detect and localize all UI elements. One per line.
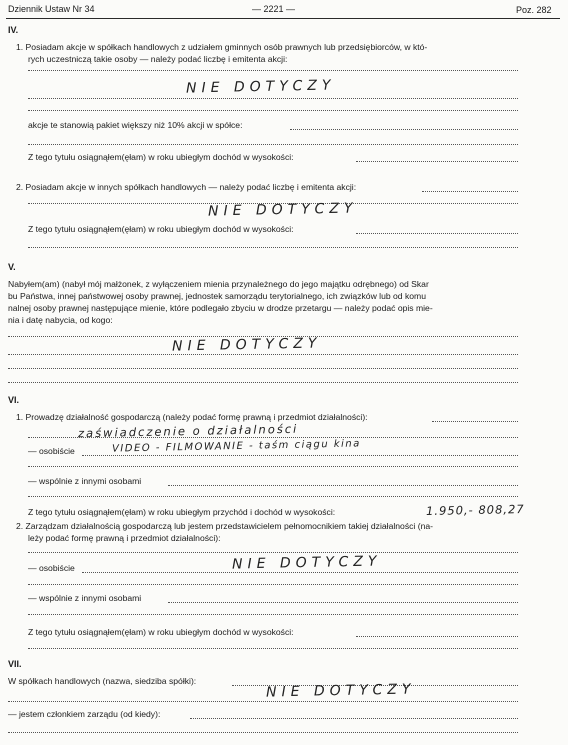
section-4-title: IV. [8,25,19,35]
section-7-board-member: — jestem członkiem zarządu (od kiedy): [8,709,161,719]
fill-line [8,368,518,369]
section-4-item-2-income: Z tego tytułu osiągnąłem(ęłam) w roku ubiegłym dochód w wysokości: [28,224,294,234]
section-4-item-1-line-1: 1. Posiadam akcje w spółkach handlowych z udziałem gminnych osób prawnych lub przedsiębiorców, w któ- [16,42,428,52]
handwritten-answer: NIE DOTYCZY [207,200,358,220]
section-6-item-2-jointly: — wspólnie z innymi osobami [28,593,142,603]
fill-line [8,382,518,383]
section-5-title: V. [8,262,16,272]
section-6-title: VI. [8,395,20,405]
section-4-item-2-line-1: 2. Posiadam akcje w innych spółkach handlowych — należy podać liczbę i emitenta akcji: [16,182,357,192]
handwritten-answer: NIE DOTYCZY [171,335,322,355]
section-6-item-2-personal: — osobiście [28,563,75,573]
handwritten-answer: NIE DOTYCZY [185,77,336,97]
section-5-line-2: bu Państwa, innej państwowej osoby prawnej, jednostek samorządu terytorialnego, ich związków lub od komu [8,291,426,301]
fill-line [28,98,518,99]
fill-line [422,191,518,192]
fill-line [190,718,518,719]
header-rule [6,18,560,19]
handwritten-answer: NIE DOTYCZY [265,681,416,701]
fill-line [82,572,518,573]
fill-line [28,496,518,497]
fill-line [82,455,518,456]
fill-line [8,354,518,355]
fill-line [28,584,518,585]
section-6-item-1-personal: — osobiście [28,446,75,456]
section-6-item-2-income: Z tego tytułu osiągnąłem(ęłam) w roku ubiegłym dochód w wysokości: [28,627,294,637]
section-5-line-4: nia i datę nabycia, od kogo: [8,315,113,325]
fill-line [28,70,518,71]
section-6-item-1-jointly: — wspólnie z innymi osobami [28,476,142,486]
fill-line [28,648,518,649]
fill-line [28,144,518,145]
fill-line [28,614,518,615]
page-number: — 2221 — [252,4,296,14]
section-6-item-1-income: Z tego tytułu osiągnąłem(ęłam) w roku ubiegłym przychód i dochód w wysokości: [28,507,336,517]
section-7-title: VII. [8,659,22,669]
section-4-item-1-income: Z tego tytułu osiągnąłem(ęłam) w roku ubiegłym dochód w wysokości: [28,152,294,162]
fill-line [28,552,518,553]
section-6-item-2-line-1: 2. Zarządzam działalnością gospodarczą lub jestem przedstawicielem pełnomocnikiem takiej działalności (na- [16,521,433,531]
handwritten-amount: 1.950,- 808,27 [425,501,525,519]
handwritten-answer: zaświadczenie o działalności [77,421,299,441]
fill-line [28,466,518,467]
position-number: Poz. 282 [516,5,552,15]
fill-line [168,602,518,603]
fill-line [290,129,518,130]
handwritten-answer: NIE DOTYCZY [231,553,382,573]
section-5-line-3: nalnej osoby prawnej następujące mienie, które podlegało zbyciu w drodze przetargu — należy podać opis mie- [8,303,433,313]
fill-line [28,247,518,248]
fill-line [28,437,518,438]
section-4-package-label: akcje te stanowią pakiet większy niż 10% akcji w spółce: [28,120,243,130]
fill-line [28,110,518,111]
section-5-line-1: Nabyłem(am) (nabył mój małżonek, z wyłączeniem mienia przynależnego do jego majątku odrębnego) od Skar [8,279,429,289]
fill-line [356,636,518,637]
fill-line [432,421,518,422]
section-7-line-1: W spółkach handlowych (nazwa, siedziba spółki): [8,676,197,686]
fill-line [356,161,518,162]
journal-title: Dziennik Ustaw Nr 34 [8,4,95,14]
section-6-item-2-line-2: leży podać formę prawną i przedmiot działalności): [28,533,221,543]
section-6-item-1-line-1: 1. Prowadzę działalność gospodarczą (należy podać formę prawną i przedmiot działalności): [16,412,368,422]
fill-line [356,233,518,234]
fill-line [8,732,518,733]
fill-line [8,701,518,702]
fill-line [168,485,518,486]
handwritten-answer: VIDEO - FILMOWANIE - taśm ciągu kina [111,438,361,455]
section-4-item-1-line-2: rych uczestniczą takie osoby — należy podać liczbę i emitenta akcji: [28,54,288,64]
